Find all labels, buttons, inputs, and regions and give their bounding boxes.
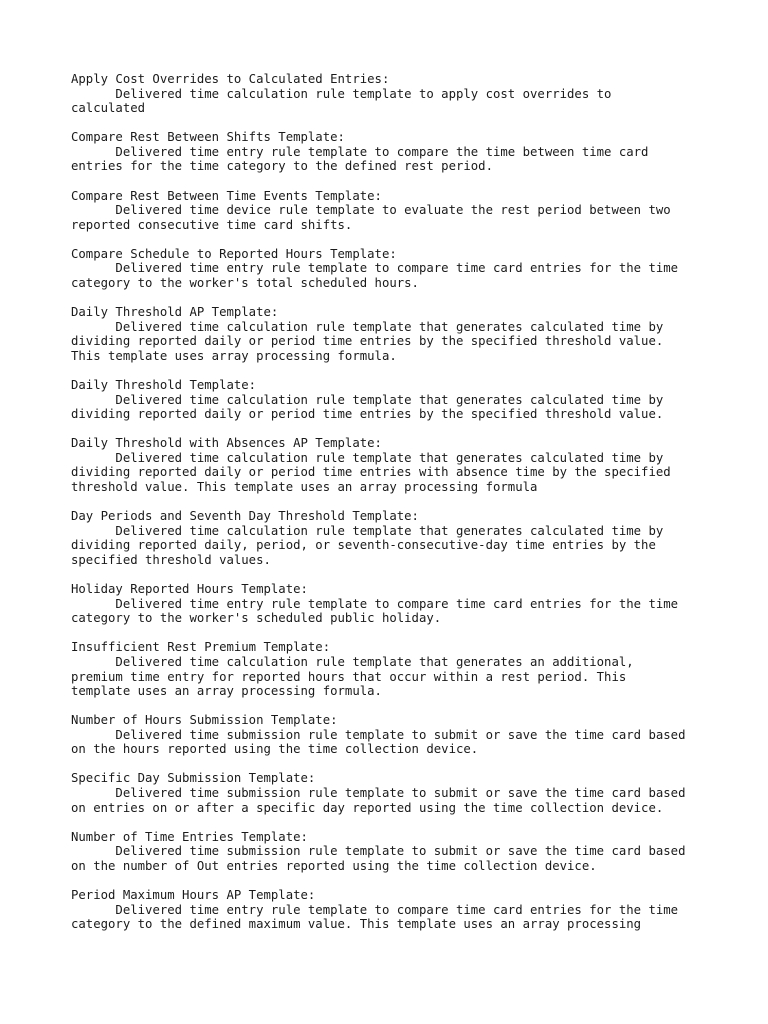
entry-description: Delivered time submission rule template to submit or save the time card based on the hours reported using the time collection device. — [71, 727, 686, 757]
entry-title: Daily Threshold Template: — [71, 378, 257, 392]
entry-description: Delivered time entry rule template to compare time card entries for the time category to the worker's total scheduled hours. — [71, 261, 679, 291]
template-entry — [71, 72, 711, 116]
entry-description: Delivered time calculation rule template that generates an additional, premium time entry for reported hours that occur within a rest period. This template uses an array processing formula. — [71, 654, 634, 699]
entry-description: Delivered time calculation rule template to apply cost overrides to calculated — [71, 86, 612, 116]
document-body — [71, 72, 711, 946]
template-entry — [71, 582, 711, 626]
template-entry — [71, 378, 711, 422]
template-entry — [71, 436, 711, 494]
template-entry — [71, 713, 711, 757]
template-entry — [71, 830, 711, 874]
template-entry — [71, 888, 711, 932]
entry-title: Compare Rest Between Time Events Template: — [71, 188, 382, 203]
template-entry — [71, 247, 711, 291]
entry-title: Apply Cost Overrides to Calculated Entries: — [71, 72, 390, 86]
entry-title: Insufficient Rest Premium Template: — [71, 640, 331, 655]
entry-description: Delivered time calculation rule template that generates calculated time by dividing reported daily or period time entries with absence time by the specified threshold value. This template uses an array processing formula — [71, 450, 671, 495]
template-entry — [71, 305, 711, 363]
template-entry — [71, 640, 711, 698]
entry-title: Number of Hours Submission Template: — [71, 713, 338, 728]
entry-title: Compare Schedule to Reported Hours Template: — [71, 246, 397, 261]
entry-description: Delivered time submission rule template to submit or save the time card based on entries on or after a specific day reported using the time collection device. — [71, 786, 686, 815]
entry-description: Delivered time calculation rule template that generates calculated time by dividing reported daily or period time entries by the specified threshold value. This template uses array processing formula. — [71, 319, 664, 363]
entry-title: Day Periods and Seventh Day Threshold Template: — [71, 509, 419, 524]
entry-description: Delivered time device rule template to evaluate the rest period between two reported consecutive time card shifts. — [71, 203, 671, 232]
entry-title: Daily Threshold with Absences AP Template: — [71, 436, 382, 451]
entry-title: Specific Day Submission Template: — [71, 771, 316, 786]
entry-title: Period Maximum Hours AP Template: — [71, 888, 316, 903]
entry-title: Holiday Reported Hours Template: — [71, 582, 308, 597]
template-entry — [71, 189, 711, 233]
entry-title: Number of Time Entries Template: — [71, 829, 308, 844]
entry-description: Delivered time calculation rule template that generates calculated time by dividing reported daily or period time entries by the specified threshold value. — [71, 392, 664, 422]
entry-description: Delivered time calculation rule template that generates calculated time by dividing reported daily, period, or seventh-consecutive-day time entries by the specified threshold values. — [71, 523, 664, 567]
entry-title: Compare Rest Between Shifts Template: — [71, 130, 345, 145]
template-entry — [71, 130, 711, 174]
template-entry — [71, 509, 711, 567]
template-entry — [71, 771, 711, 815]
entry-description: Delivered time entry rule template to compare time card entries for the time category to the worker's scheduled public holiday. — [71, 596, 679, 626]
entry-description: Delivered time entry rule template to compare the time between time card entries for the time category to the defined rest period. — [71, 144, 649, 174]
entry-description: Delivered time entry rule template to compare time card entries for the time category to the defined maximum value. This template uses an array processing — [71, 902, 679, 932]
entry-description: Delivered time submission rule template to submit or save the time card based on the number of Out entries reported using the time collection device. — [71, 844, 686, 873]
entry-title: Daily Threshold AP Template: — [71, 305, 279, 320]
